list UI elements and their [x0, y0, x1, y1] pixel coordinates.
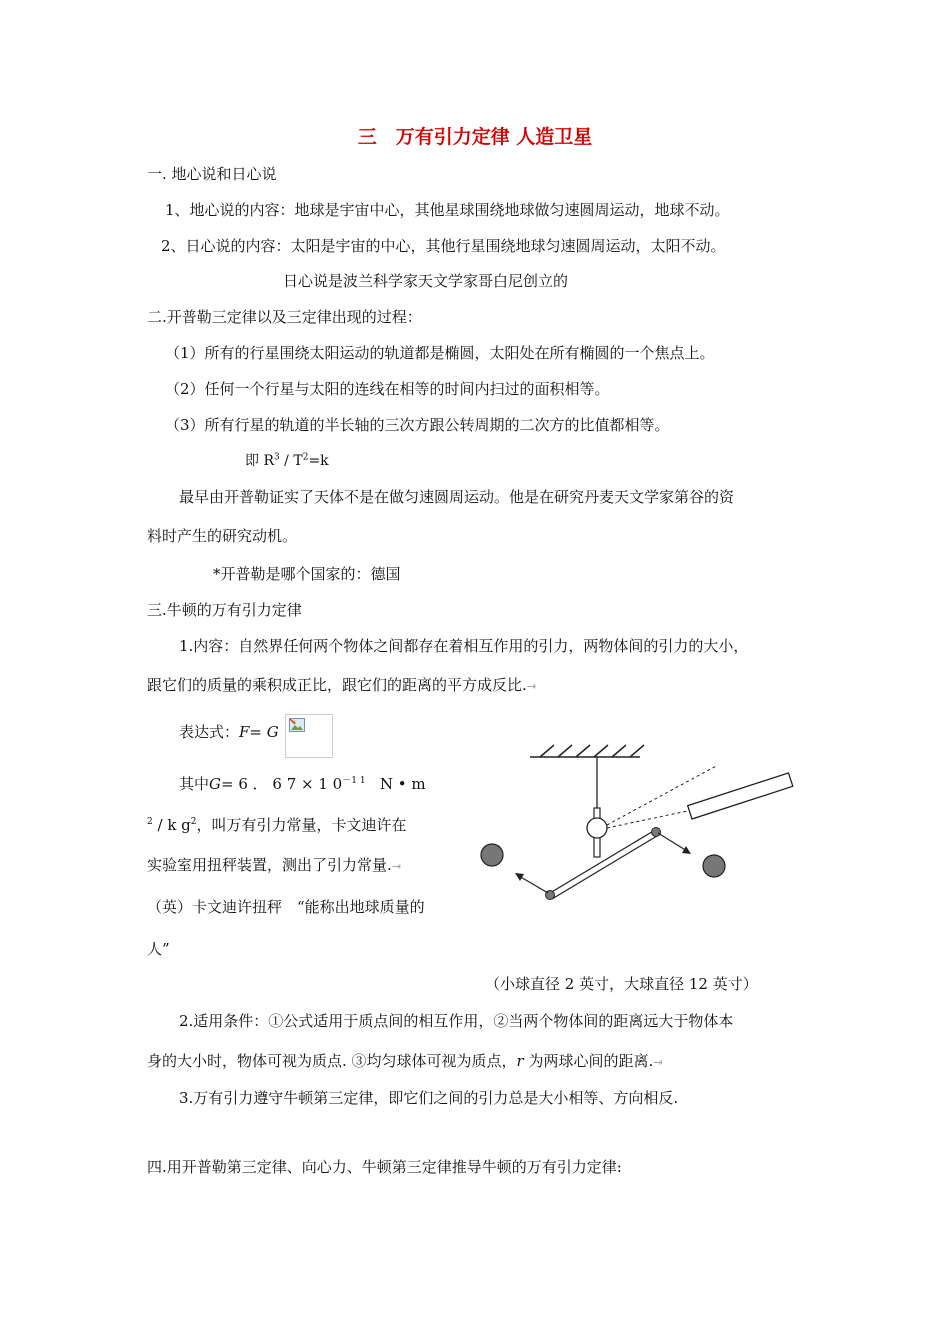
copernicus-note: 日心说是波兰科学家天文学家哥白尼创立的 — [283, 272, 569, 290]
small-ball-right — [652, 828, 661, 837]
gravitation-content-line-2: 跟它们的质量的乘积成正比，跟它们的距离的平方成反比.⇥ — [147, 676, 536, 694]
ceiling-support — [530, 745, 644, 757]
third-law-note: 3.万有引力遵守牛顿第三定律，即它们之间的引力总是大小相等、方向相反. — [179, 1089, 679, 1107]
torsion-rod — [550, 830, 655, 893]
torsion-rod-edge — [552, 836, 657, 899]
force-arrow-left-head — [515, 873, 524, 881]
gravitational-constant-line-1: 其中G= 6 ． 6 7 × 1 $0^{-1 1}$ N • m — [179, 775, 426, 793]
broken-image-icon — [289, 718, 305, 732]
cavendish-line-1: 实验室用扭秤装置，测出了引力常量.⇥ — [147, 856, 401, 874]
force-arrow-right — [658, 833, 687, 851]
paragraph-mark: ⇥ — [526, 680, 536, 693]
gravitation-content-line-1: 1.内容：自然界任何两个物体之间都存在着相互作用的引力，两物体间的引力的大小， — [179, 637, 749, 655]
expression-formula: F= G — [239, 723, 279, 741]
light-ray-reflected — [607, 810, 692, 828]
large-ball-right — [703, 855, 725, 877]
section-2-heading: 二.开普勒三定律以及三定律出现的过程： — [147, 308, 422, 326]
mirror — [587, 818, 607, 838]
formula-image-placeholder — [285, 714, 333, 758]
kepler-law-1: （1）所有的行星围绕太阳运动的轨道都是椭圆，太阳处在所有椭圆的一个焦点上。 — [165, 344, 715, 362]
large-ball-left — [481, 844, 503, 866]
torsion-balance-diagram — [470, 735, 810, 965]
section-3-heading: 三.牛顿的万有引力定律 — [147, 601, 302, 619]
section-4-heading: 四.用开普勒第三定律、向心力、牛顿第三定律推导牛顿的万有引力定律: — [147, 1158, 622, 1176]
force-arrow-right-head — [682, 846, 691, 854]
scale-bar — [688, 773, 793, 819]
heliocentric-paragraph: 2、日心说的内容：太阳是宇宙的中心，其他行星围绕地球匀速圆周运动，太阳不动。 — [161, 237, 726, 255]
kepler-history-line-1: 最早由开普勒证实了天体不是在做匀速圆周运动。他是在研究丹麦天文学家第谷的资 — [179, 488, 735, 506]
kepler-country-note: *开普勒是哪个国家的：德国 — [213, 565, 401, 583]
kepler-law-2: （2）任何一个行星与太阳的连线在相等的时间内扫过的面积相等。 — [165, 380, 610, 398]
diagram-caption: （小球直径 2 英寸，大球直径 12 英寸） — [485, 975, 758, 993]
fiber-clamp-bottom — [594, 837, 600, 857]
applicability-line-2: 身的大小时，物体可视为质点. ③均匀球体可视为质点，r 为两球心间的距离.⇥ — [147, 1052, 663, 1070]
expression-label: 表达式： — [179, 723, 240, 741]
section-1-heading: 一. 地心说和日心说 — [147, 165, 277, 183]
cavendish-line-2: （英）卡文迪许扭秤 “能称出地球质量的 — [147, 898, 425, 916]
geocentric-paragraph: 1、地心说的内容：地球是宇宙中心，其他星球围绕地球做匀速圆周运动，地球不动。 — [165, 201, 730, 219]
applicability-line-1: 2.适用条件：①公式适用于质点间的相互作用，②当两个物体间的距离远大于物体本 — [179, 1012, 734, 1030]
cavendish-line-3: 人” — [147, 940, 170, 958]
page-title: 三 万有引力定律 人造卫星 — [357, 126, 593, 148]
kepler-law-3: （3）所有行星的轨道的半长轴的三次方跟公转周期的二次方的比值都相等。 — [165, 416, 670, 434]
kepler-history-line-2: 料时产生的研究动机。 — [147, 527, 298, 545]
gravitational-constant-line-2: $^2$ / k $g^2$，叫万有引力常量，卡文迪许在 — [147, 816, 407, 834]
force-arrow-left — [519, 876, 548, 893]
kepler-formula: 即 $R^3 / T^2=k$ — [245, 452, 329, 469]
expression-line — [179, 722, 279, 742]
